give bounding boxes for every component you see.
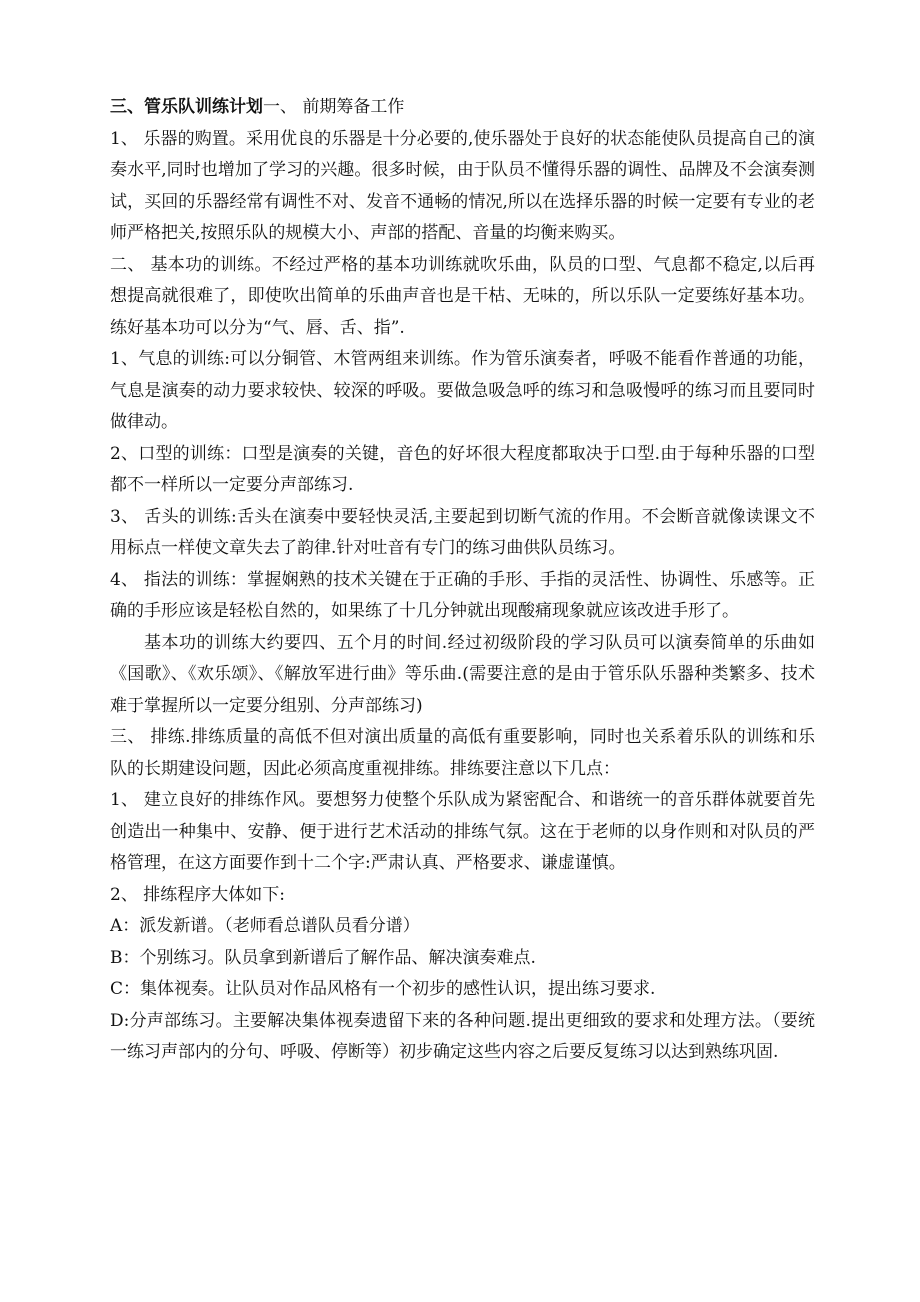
- list-item-c: C：集体视奏。让队员对作品风格有一个初步的感性认识，提出练习要求.: [110, 979, 656, 999]
- list-item-b: B：个别练习。队员拿到新谱后了解作品、解决演奏难点.: [110, 947, 536, 968]
- list-item-a: A：派发新谱。（老师看总谱队员看分谱）: [110, 916, 420, 936]
- paragraph-training-duration: 基本功的训练大约要四、五个月的时间.经过初级阶段的学习队员可以演奏简单的乐曲如《国歌》、《欢乐颂》、《解放军进行曲》等乐曲.(需要注意的是由于管乐队乐器种类繁多、技术难于掌握所以一定要分组别、分声部练习): [110, 632, 815, 716]
- paragraph-rehearsal: 三、 排练.排练质量的高低不但对演出质量的高低有重要影响，同时也关系着乐队的训练和乐队的长期建设问题，因此必须高度重视排练。排练要注意以下几点：: [110, 727, 815, 779]
- section-heading-line: [110, 92, 815, 124]
- section-heading: 三、管乐队训练计划: [110, 97, 263, 117]
- paragraph-rehearsal-style: 1、 建立良好的排练作风。要想努力使整个乐队成为紧密配合、和谐统一的音乐群体就要首先创造出一种集中、安静、便于进行艺术活动的排练气氛。这在于老师的以身作则和对队员的严格管理，在这方面要作到十二个字:严肃认真、严格要求、谦虚谨慎。: [110, 790, 815, 873]
- document-body: [110, 92, 815, 1069]
- subsection-heading: 一、 前期筹备工作: [263, 97, 405, 117]
- paragraph-instrument-purchase: 1、 乐器的购置。采用优良的乐器是十分必要的,使乐器处于良好的状态能使队员提高自己的演奏水平,同时也增加了学习的兴趣。很多时候，由于队员不懂得乐器的调性、品牌及不会演奏测试，买回的乐器经常有调性不对、发音不通畅的情况,所以在选择乐器的时候一定要有专业的老师严格把关,按照乐队的规模大小、声部的搭配、音量的均衡来购买。: [110, 128, 815, 243]
- list-item-d: D:分声部练习。主要解决集体视奏遗留下来的各种问题.提出更细致的要求和处理方法。（要统一练习声部内的分句、呼吸、停断等）初步确定这些内容之后要反复练习以达到熟练巩固.: [110, 1010, 815, 1062]
- paragraph-rehearsal-procedure: 2、 排练程序大体如下:: [110, 884, 285, 905]
- paragraph-breath-training: 1、气息的训练:可以分铜管、木管两组来训练。作为管乐演奏者，呼吸不能看作普通的功能，气息是演奏的动力要求较快、较深的呼吸。要做急吸急呼的练习和急吸慢呼的练习而且要同时做律动。: [110, 349, 815, 432]
- paragraph-fingering-training: 4、 指法的训练：掌握娴熟的技术关键在于正确的手形、手指的灵活性、协调性、乐感等。正确的手形应该是轻松自然的，如果练了十几分钟就出现酸痛现象就应该改进手形了。: [110, 569, 815, 621]
- paragraph-tongue-training: 3、 舌头的训练:舌头在演奏中要轻快灵活,主要起到切断气流的作用。不会断音就像读课文不用标点一样使文章失去了韵律.针对吐音有专门的练习曲供队员练习。: [110, 506, 815, 558]
- paragraph-basic-skills: 二、 基本功的训练。不经过严格的基本功训练就吹乐曲，队员的口型、气息都不稳定,以后再想提高就很难了，即使吹出简单的乐曲声音也是干枯、无味的，所以乐队一定要练好基本功。练好基本功可以分为“气、唇、舌、指”.: [110, 254, 815, 338]
- paragraph-mouth-training: 2、口型的训练：口型是演奏的关键，音色的好坏很大程度都取决于口型.由于每种乐器的口型都不一样所以一定要分声部练习.: [110, 443, 815, 495]
